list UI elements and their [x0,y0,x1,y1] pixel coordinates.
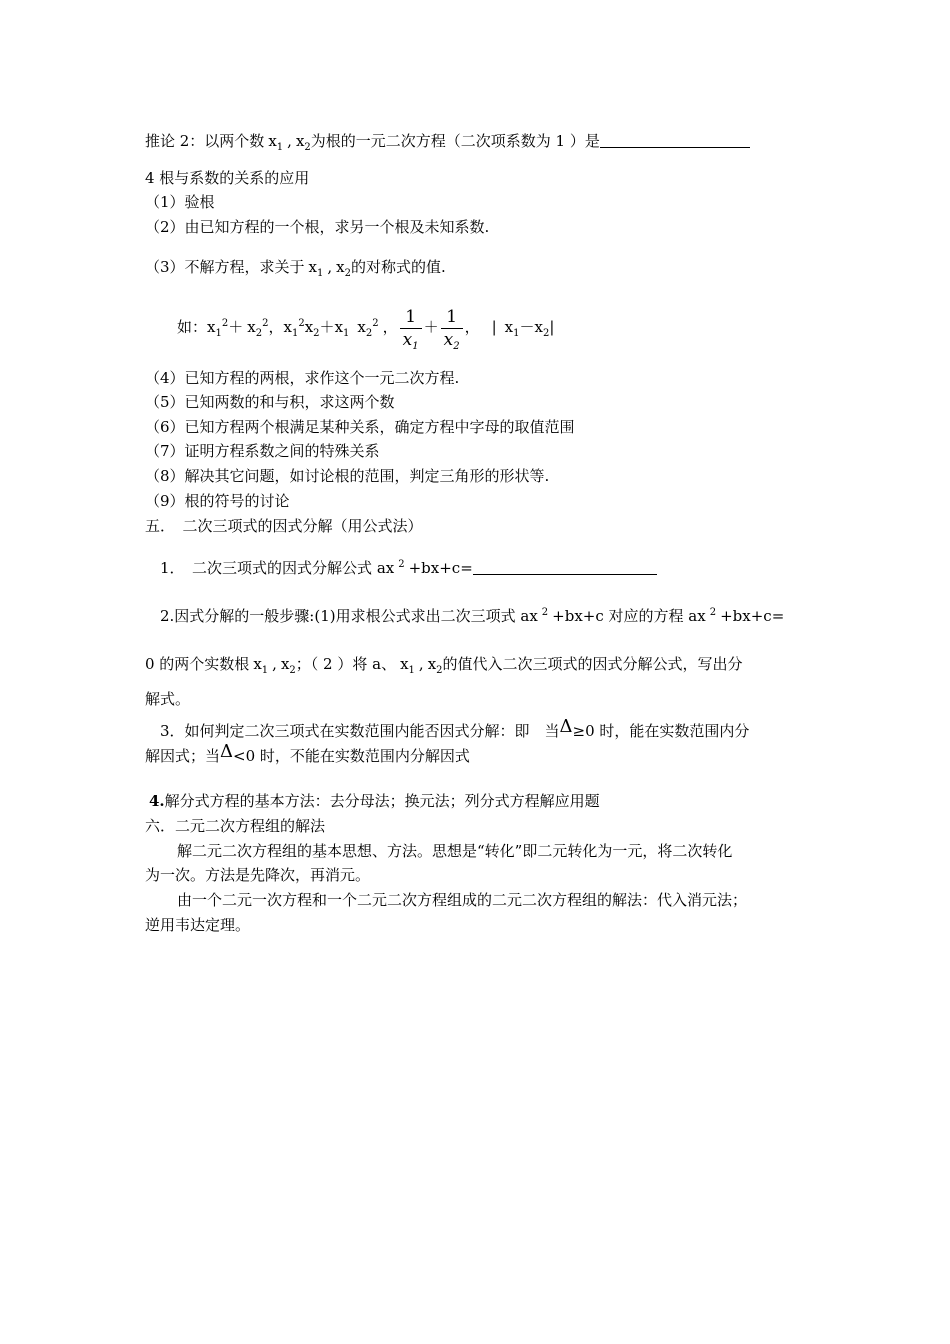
item-3 [145,256,446,278]
item-4: （4）已知方程的两根，求作这个一元二次方程. [145,369,460,387]
term: x [247,318,256,336]
var-x2: x [280,655,290,673]
corollary-2-lead: 推论 2：以两个数 [145,132,265,150]
minus: － [519,318,535,336]
s5-item-2-mid: +bx+c 对应的方程 ax [552,607,706,625]
item-5: （5）已知两数的和与积，求这两个数 [145,393,395,411]
comma: , [418,655,424,673]
abs-open: | [491,318,497,336]
item-3-lead: （3）不解方程，求关于 [145,258,305,276]
section-5-title: 五． 二次三项式的因式分解（用公式法） [145,517,423,535]
answer-blank [473,560,657,575]
pow: 2 [372,318,379,329]
var-x1: x [253,655,262,673]
delta-symbol: Δ [559,716,573,737]
sub: 2 [255,328,263,339]
s5-item-2-line-2 [145,653,743,675]
sub: 2 [289,665,296,676]
sub: 1 [215,328,222,339]
denominator [400,329,422,351]
term: x [334,318,344,336]
pow: 2 [709,607,717,618]
s5-item-2-line-2-mid: ；（ 2 ）将 a、 [295,655,397,673]
item-6: （6）已知方程两个根满足某种关系，确定方程中字母的取值范围 [145,418,575,436]
sub: 1 [291,328,299,339]
s5-item-4 [149,790,600,812]
numerator: 1 [405,306,417,327]
example-lead: 如： [177,318,208,336]
para-2-line-2: 逆用韦达定理。 [145,916,251,934]
s5-item-3-line-1 [160,716,749,742]
s5-item-2-line-2-lead: 0 的两个实数根 [145,655,250,673]
pow: 2 [298,318,305,329]
s5-item-1 [160,557,657,579]
fraction-1-over-x1 [400,306,422,351]
delta-symbol: Δ [220,741,234,762]
sub-2: 2 [344,268,352,279]
comma: , [287,132,292,150]
corollary-2-tail: 为根的一元二次方程（二次项系数为 1 ）是 [310,132,600,150]
sub: 2 [453,340,460,352]
item-9: （9）根的符号的讨论 [145,492,290,510]
den-var: x [402,329,413,350]
var-x1: x [308,258,318,276]
s5-item-2-tail: +bx+c= [720,607,785,625]
corollary-2-line [145,130,750,152]
item-7: （7）证明方程系数之间的特殊关系 [145,442,380,460]
s5-item-4-text: 解分式方程的基本方法：去分母法；换元法；列分式方程解应用题 [164,792,600,810]
s5-item-2-line-2-tail: 的值代入二次三项式的因式分解公式，写出分 [442,655,743,673]
sub: 1 [513,328,520,339]
term: x [357,318,366,336]
sub: 2 [436,665,443,676]
term: x [504,318,514,336]
plus: ＋ [228,318,244,336]
s5-item-2-lead: 2.因式分解的一般步骤:(1)用求根公式求出二次三项式 ax [160,607,538,625]
para-1-line-2: 为一次。方法是先降次，再消元。 [145,866,371,884]
sub: 1 [408,665,415,676]
var-x1: x [400,655,409,673]
sub: 2 [365,328,373,339]
term: x [283,318,292,336]
s5-item-3-line-2-lead: 解因式；当 [145,747,221,765]
section-4-title: 4 根与系数的关系的应用 [145,169,310,187]
fraction-1-over-x2 [441,306,463,351]
sub: 2 [543,328,550,339]
sub: 1 [412,340,419,352]
para-2-line-1: 由一个二元一次方程和一个二元二次方程组成的二元二次方程组的解法：代入消元法； [177,891,748,909]
item-8: （8）解决其它问题，如讨论根的范围，判定三角形的形状等. [145,467,550,485]
s5-item-4-number: 4. [149,792,165,810]
term: x [207,318,216,336]
numerator: 1 [446,306,458,327]
sub: 1 [261,665,269,676]
separator: ， [464,318,480,336]
var-x2: x [295,132,305,150]
den-var: x [443,329,454,350]
s5-item-2-line-3: 解式。 [145,690,191,708]
abs-close: | [549,318,555,336]
comma: , [327,258,333,276]
s5-item-3-cond-2: <0 时，不能在实数范围内分解因式 [233,747,470,765]
sub-1: 1 [276,142,284,153]
denominator [441,329,463,351]
section-6-title: 六．二元二次方程组的解法 [145,817,326,835]
sub-1: 1 [317,268,324,279]
sub-2: 2 [304,142,311,153]
para-1-line-1: 解二元二次方程组的基本思想、方法。思想是“转化”即二元转化为一元，将二次转化 [177,842,733,860]
s5-item-2-line-1 [160,605,784,627]
pow: 2 [221,318,229,329]
answer-blank [600,133,750,148]
sub: 1 [343,328,350,339]
item-2: （2）由已知方程的一个根，求另一个根及未知系数. [145,218,490,236]
term: x [304,318,314,336]
var-x2: x [427,655,437,673]
example-formulas [177,296,554,358]
s5-item-3-lead: 3．如何判定二次三项式在实数范围内能否因式分解：即 当 [160,722,560,740]
separator: ， [382,318,398,336]
item-3-tail: 的对称式的值. [351,258,446,276]
pow: 2 [262,318,269,329]
s5-item-3-cond-1: ≥0 时，能在实数范围内分 [572,722,750,740]
plus: ＋ [319,318,335,336]
s5-item-1-tail: +bx+c= [408,559,473,577]
var-x2: x [336,258,345,276]
term: x [534,318,543,336]
s5-item-3-line-2 [145,741,470,767]
s5-item-1-lead: 1． 二次三项式的因式分解公式 ax [160,559,395,577]
pow: 2 [398,559,405,570]
pow: 2 [541,607,549,618]
plus: ＋ [423,318,439,336]
sub: 2 [313,328,320,339]
item-1: （1）验根 [145,193,215,211]
separator: ， [268,318,284,336]
comma: , [272,655,277,673]
var-x1: x [268,132,277,150]
